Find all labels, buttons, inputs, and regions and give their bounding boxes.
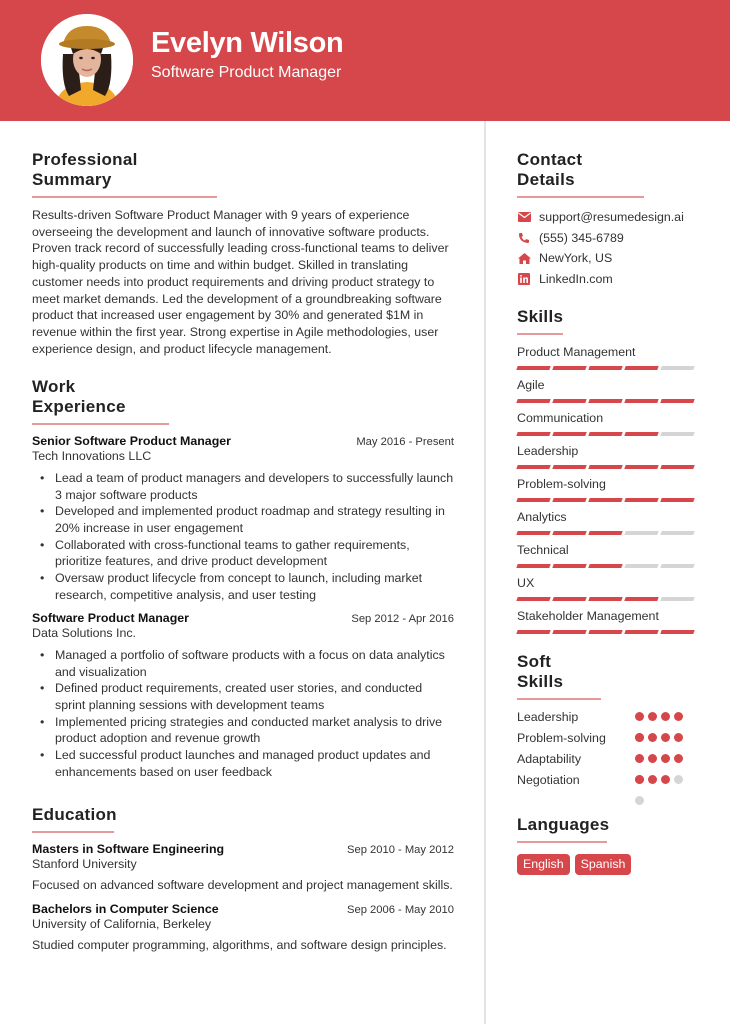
skill-level-segment xyxy=(516,465,550,469)
skill-level-segment xyxy=(588,564,622,568)
skills-heading: Skills xyxy=(517,307,563,335)
skill-level-segment xyxy=(588,366,622,370)
education-dates: Sep 2006 - May 2010 xyxy=(347,903,454,916)
phone-icon xyxy=(517,231,531,245)
skill-item xyxy=(517,476,702,502)
skill-level-bar xyxy=(517,597,702,601)
envelope-icon xyxy=(517,210,531,224)
job-bullet: • Oversaw product lifecycle from concept to launch, including market research, competitive analysis, and user testing xyxy=(32,570,454,603)
rating-dot xyxy=(674,775,683,784)
skill-level-segment xyxy=(660,564,694,568)
rating-dot xyxy=(635,775,644,784)
soft-skill-item xyxy=(517,709,702,730)
skill-item xyxy=(517,443,702,469)
skill-level-segment xyxy=(660,366,694,370)
skill-level-segment xyxy=(624,597,658,601)
education-dates: Sep 2010 - May 2012 xyxy=(347,843,454,856)
language-tags xyxy=(517,854,702,875)
work-heading: Work Experience xyxy=(32,377,169,425)
skill-level-segment xyxy=(624,432,658,436)
contact-heading: Contact Details xyxy=(517,150,644,198)
skill-level-segment xyxy=(516,432,550,436)
skill-name: Technical xyxy=(517,543,569,557)
skill-level-bar xyxy=(517,366,702,370)
job-bullet: • Implemented pricing strategies and conducted market analysis to drive product adoption and revenue growth xyxy=(32,714,454,747)
languages-section xyxy=(517,815,702,875)
skill-item xyxy=(517,344,702,370)
rating-dot xyxy=(648,775,657,784)
home-icon xyxy=(517,251,531,265)
soft-skills-heading: Soft Skills xyxy=(517,652,601,700)
skill-level-bar xyxy=(517,630,702,634)
soft-skill-item xyxy=(517,730,702,751)
work-section xyxy=(32,377,454,780)
skill-name: Problem-solving xyxy=(517,477,606,491)
skill-level-segment xyxy=(624,630,658,634)
contact-location xyxy=(517,248,702,269)
rating-dot xyxy=(674,712,683,721)
rating-dot xyxy=(674,733,683,742)
skill-level-segment xyxy=(624,498,658,502)
skill-level-segment xyxy=(660,630,694,634)
skill-level-segment xyxy=(552,597,586,601)
skill-name: Communication xyxy=(517,411,604,425)
skill-level-segment xyxy=(552,498,586,502)
soft-skill-name: Adaptability xyxy=(517,752,582,766)
languages-heading: Languages xyxy=(517,815,607,843)
skill-level-segment xyxy=(516,498,550,502)
skills-list xyxy=(517,344,702,634)
contact-linkedin[interactable] xyxy=(517,269,702,290)
job-role: Senior Software Product Manager xyxy=(32,434,231,449)
job-bullet: • Managed a portfolio of software products with a focus on data analytics and visualization xyxy=(32,647,454,680)
skill-level-segment xyxy=(660,399,694,403)
profile-photo xyxy=(41,14,133,106)
skill-level-segment xyxy=(516,366,550,370)
skill-level-segment xyxy=(552,366,586,370)
job-company: Tech Innovations LLC xyxy=(32,449,152,464)
skill-level-segment xyxy=(660,597,694,601)
skill-level-bar xyxy=(517,498,702,502)
job-role: Software Product Manager xyxy=(32,611,189,626)
education-entry xyxy=(32,842,454,894)
soft-skill-name: Negotiation xyxy=(517,773,580,787)
skill-name: Product Management xyxy=(517,345,636,359)
skill-item xyxy=(517,542,702,568)
contact-email-text: support@resumedesign.ai xyxy=(539,210,684,225)
job-dates: Sep 2012 - Apr 2016 xyxy=(351,613,454,626)
rating-dot xyxy=(661,712,670,721)
skill-level-segment xyxy=(624,531,658,535)
skill-level-segment xyxy=(588,630,622,634)
skill-level-segment xyxy=(660,498,694,502)
job-bullets xyxy=(32,470,454,604)
skill-level-segment xyxy=(516,399,550,403)
soft-skill-rating xyxy=(635,775,683,817)
education-description: Studied computer programming, algorithms, and software design principles. xyxy=(32,938,447,953)
skill-level-segment xyxy=(516,564,550,568)
rating-dot xyxy=(635,796,644,805)
rating-dot xyxy=(661,733,670,742)
skill-level-segment xyxy=(660,531,694,535)
job-company: Data Solutions Inc. xyxy=(32,626,137,641)
degree: Masters in Software Engineering xyxy=(32,841,225,856)
skills-section xyxy=(517,307,702,634)
soft-skill-name: Leadership xyxy=(517,710,579,724)
rating-dot xyxy=(674,754,683,763)
skill-level-segment xyxy=(516,531,550,535)
skill-level-segment xyxy=(552,531,586,535)
rating-dot xyxy=(635,712,644,721)
job-dates: May 2016 - Present xyxy=(356,436,454,449)
skill-name: Analytics xyxy=(517,510,567,524)
candidate-title: Software Product Manager xyxy=(151,64,342,81)
skill-level-bar xyxy=(517,399,702,403)
skill-level-segment xyxy=(588,531,622,535)
contact-location-text: NewYork, US xyxy=(539,251,613,266)
skill-level-segment xyxy=(588,432,622,436)
contact-linkedin-text: LinkedIn.com xyxy=(539,271,613,286)
skill-level-segment xyxy=(516,630,550,634)
job-bullet: • Collaborated with cross-functional teams to gather requirements, prioritize features, and drive product development xyxy=(32,537,454,570)
contact-phone-text: (555) 345-6789 xyxy=(539,230,624,245)
skill-level-segment xyxy=(588,498,622,502)
skill-level-segment xyxy=(588,465,622,469)
school: University of California, Berkeley xyxy=(32,916,212,931)
skill-item xyxy=(517,575,702,601)
summary-text: Results-driven Software Product Manager with 9 years of experience overseeing the development and launch of innovative software products. Proven track record of successfully leading cross-functional teams to deliver high-quality products on time and within budget. Skilled in translating customer needs into product requirements and driving product strategy to meet market demands. Led the development of a groundbreaking software product that increased user engagement by 30% and generated $1M in revenue within the first year. Strong expertise in Agile methodologies, user experience design, and product lifecycle management. xyxy=(32,208,449,356)
skill-name: Stakeholder Management xyxy=(517,609,659,623)
soft-skill-item xyxy=(517,772,702,793)
resume-header xyxy=(0,0,730,121)
language-tag: Spanish xyxy=(575,854,632,875)
job-bullet: • Lead a team of product managers and developers to successfully launch 3 major software products xyxy=(32,470,454,503)
rating-dot xyxy=(635,733,644,742)
main-column xyxy=(32,150,454,968)
degree: Bachelors in Computer Science xyxy=(32,901,219,916)
rating-dot xyxy=(661,754,670,763)
skill-level-segment xyxy=(624,564,658,568)
skill-item xyxy=(517,377,702,403)
skill-item xyxy=(517,410,702,436)
job-entry xyxy=(32,434,454,603)
rating-dot xyxy=(648,712,657,721)
skill-level-bar xyxy=(517,432,702,436)
skill-level-segment xyxy=(588,399,622,403)
skill-level-segment xyxy=(552,465,586,469)
skill-level-bar xyxy=(517,564,702,568)
skill-level-segment xyxy=(660,465,694,469)
skill-level-segment xyxy=(624,366,658,370)
skill-level-segment xyxy=(624,465,658,469)
job-entry xyxy=(32,611,454,780)
summary-heading: Professional Summary xyxy=(32,150,217,198)
skill-level-segment xyxy=(624,399,658,403)
contact-phone[interactable] xyxy=(517,228,702,249)
soft-skills-section xyxy=(517,652,702,793)
skill-item xyxy=(517,608,702,634)
soft-skill-name: Problem-solving xyxy=(517,731,606,745)
education-entry xyxy=(32,902,454,954)
side-column xyxy=(517,150,702,889)
rating-dot xyxy=(648,733,657,742)
summary-section xyxy=(32,150,454,357)
skill-level-bar xyxy=(517,465,702,469)
rating-dot xyxy=(648,754,657,763)
profile-photo-illustration xyxy=(41,14,133,106)
skill-level-segment xyxy=(516,597,550,601)
skill-level-segment xyxy=(552,399,586,403)
job-bullet: • Led successful product launches and managed product updates and enhancements based on user feedback xyxy=(32,747,454,780)
job-bullets xyxy=(32,647,454,781)
contact-email[interactable] xyxy=(517,207,702,228)
soft-skill-item xyxy=(517,751,702,772)
school: Stanford University xyxy=(32,856,137,871)
skill-item xyxy=(517,509,702,535)
skill-name: UX xyxy=(517,576,535,590)
candidate-name: Evelyn Wilson xyxy=(151,27,344,59)
job-bullet: • Defined product requirements, created user stories, and conducted sprint planning sessions with development teams xyxy=(32,680,454,713)
skill-level-segment xyxy=(588,597,622,601)
skill-level-bar xyxy=(517,531,702,535)
linkedin-icon xyxy=(517,272,531,286)
education-section xyxy=(32,805,454,954)
skill-name: Agile xyxy=(517,378,545,392)
rating-dot xyxy=(635,754,644,763)
skill-level-segment xyxy=(552,564,586,568)
job-bullet: • Developed and implemented product roadmap and strategy resulting in 20% increase in user engagement xyxy=(32,503,454,536)
skill-level-segment xyxy=(552,630,586,634)
skill-level-segment xyxy=(552,432,586,436)
language-tag: English xyxy=(517,854,570,875)
education-heading: Education xyxy=(32,805,114,833)
contact-section xyxy=(517,150,702,289)
skill-name: Leadership xyxy=(517,444,579,458)
column-divider xyxy=(484,121,486,1024)
rating-dot xyxy=(661,775,670,784)
skill-level-segment xyxy=(660,432,694,436)
soft-skills-list xyxy=(517,709,702,793)
education-description: Focused on advanced software development and project management skills. xyxy=(32,878,453,893)
